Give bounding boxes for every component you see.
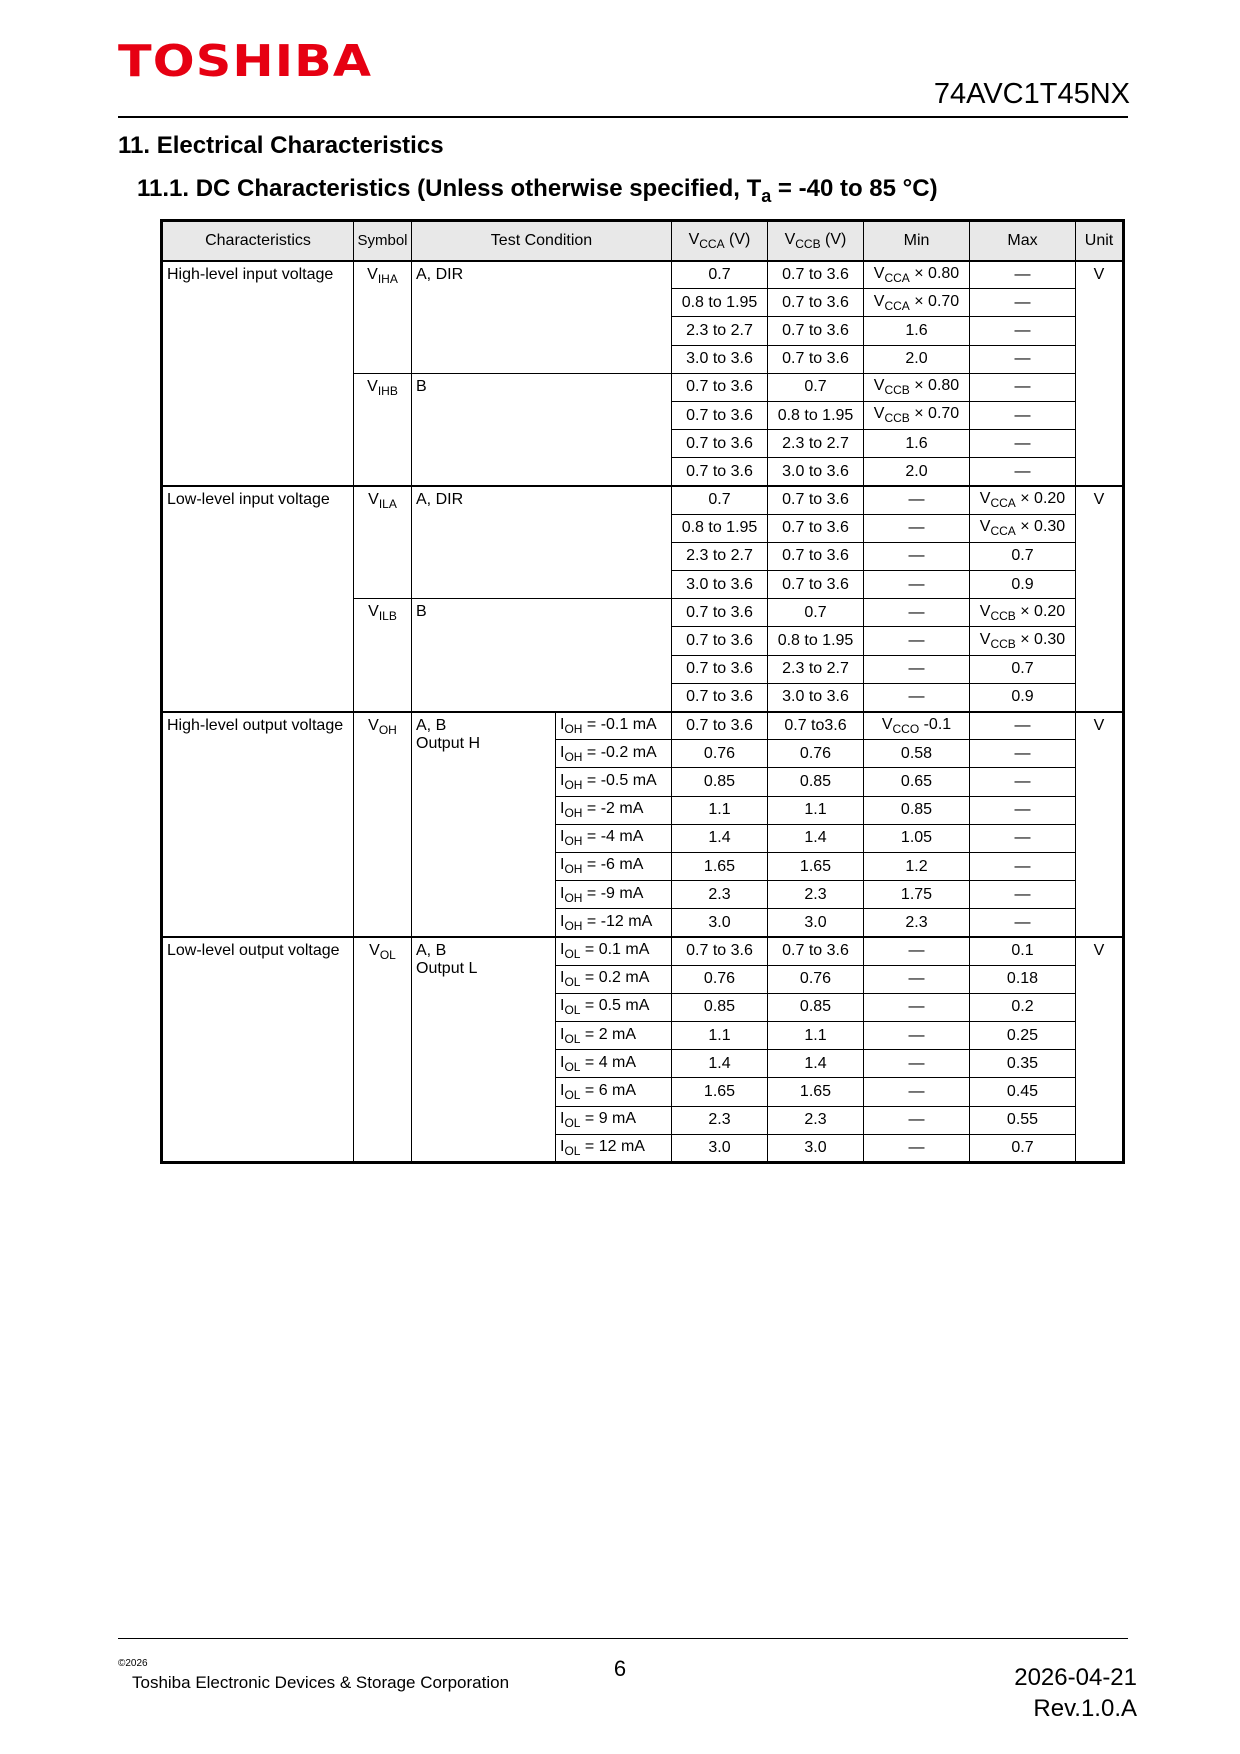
header-vccb: $V_{CCB}$ (V) [768,221,864,261]
section-heading: 11. Electrical Characteristics [118,132,444,159]
min-cell: — [864,1134,970,1162]
current-condition-cell: $I_{OL} = 4$ mA [556,1050,672,1078]
current-condition-cell: $I_{OL} = 0.5$ mA [556,993,672,1021]
min-cell: $V_{CCO}$ -0.1 [864,712,970,740]
vccb-cell: 0.8 to 1.95 [768,401,864,429]
current-condition-cell: $I_{OL} = 6$ mA [556,1078,672,1106]
condition-cell: A, B Output H [412,712,556,938]
max-cell: — [970,881,1076,909]
vccb-cell: 0.7 to 3.6 [768,542,864,570]
vccb-cell: 0.85 [768,768,864,796]
vccb-cell: 1.1 [768,1022,864,1050]
dc-characteristics-table [160,219,1125,1164]
max-cell: 0.7 [970,1134,1076,1162]
current-condition-cell: $I_{OH} = -0.2$ mA [556,740,672,768]
min-cell: — [864,486,970,514]
vcca-cell: 0.7 to 3.6 [672,683,768,711]
vcca-cell: 0.7 to 3.6 [672,430,768,458]
vcca-cell: 0.7 to 3.6 [672,712,768,740]
max-cell: 0.2 [970,993,1076,1021]
vcca-cell: 0.7 to 3.6 [672,599,768,627]
footer-divider [118,1638,1128,1639]
max-cell: 0.18 [970,965,1076,993]
vcca-cell: 2.3 [672,881,768,909]
header-unit: Unit [1076,221,1124,261]
vccb-cell: 3.0 [768,1134,864,1162]
unit-cell: V [1076,261,1124,487]
vccb-cell: 3.0 to 3.6 [768,458,864,486]
max-cell: $V_{CCA} \times 0.30$ [970,514,1076,542]
header-max: Max [970,221,1076,261]
header-vcca: $V_{CCA}$ (V) [672,221,768,261]
vcca-cell: 1.65 [672,852,768,880]
min-cell: $V_{CCB} \times 0.70$ [864,401,970,429]
max-cell: — [970,345,1076,373]
table-row [162,261,1124,289]
header-symbol: Symbol [354,221,412,261]
vccb-cell: 1.4 [768,824,864,852]
characteristic-cell: High-level input voltage [162,261,354,487]
min-cell: — [864,937,970,965]
vccb-cell: 2.3 [768,1106,864,1134]
vcca-cell: 0.7 to 3.6 [672,373,768,401]
min-cell: — [864,1106,970,1134]
symbol-cell: $V_{ILA}$ [354,486,412,599]
vcca-cell: 0.7 [672,261,768,289]
vccb-cell: 0.7 to 3.6 [768,937,864,965]
vcca-cell: 3.0 [672,1134,768,1162]
min-cell: — [864,627,970,655]
min-cell: — [864,571,970,599]
vccb-cell: 3.0 [768,909,864,937]
current-condition-cell: $I_{OL} = 2$ mA [556,1022,672,1050]
current-condition-cell: $I_{OL} = 9$ mA [556,1106,672,1134]
min-cell: $V_{CCA} \times 0.70$ [864,289,970,317]
min-cell: 2.3 [864,909,970,937]
footer-revision: Rev.1.0.A [1033,1695,1137,1722]
vcca-cell: 1.1 [672,1022,768,1050]
subsection-heading: 11.1. DC Characteristics (Unless otherwise specified, $T_a = -40$ to 85 °C) [137,175,938,206]
min-cell: 0.65 [864,768,970,796]
min-cell: 0.58 [864,740,970,768]
characteristic-cell: Low-level output voltage [162,937,354,1163]
vcca-cell: 1.1 [672,796,768,824]
vccb-cell: 0.85 [768,993,864,1021]
vcca-cell: 0.76 [672,740,768,768]
min-cell: 1.6 [864,317,970,345]
vcca-cell: 0.7 to 3.6 [672,937,768,965]
symbol-cell: $V_{OH}$ [354,712,412,938]
vccb-cell: 0.7 to3.6 [768,712,864,740]
max-cell: — [970,261,1076,289]
condition-cell: A, B Output L [412,937,556,1163]
vccb-cell: 0.7 [768,599,864,627]
footer-corporation: Toshiba Electronic Devices & Storage Corporation [132,1673,510,1692]
vccb-cell: 0.7 [768,373,864,401]
vcca-cell: 0.7 to 3.6 [672,627,768,655]
min-cell: — [864,1050,970,1078]
min-cell: 1.75 [864,881,970,909]
min-cell: — [864,542,970,570]
current-condition-cell: $I_{OH} = -2$ mA [556,796,672,824]
vcca-cell: 1.4 [672,1050,768,1078]
current-condition-cell: $I_{OL} = 0.1$ mA [556,937,672,965]
min-cell: — [864,1078,970,1106]
vccb-cell: 1.65 [768,852,864,880]
max-cell: — [970,373,1076,401]
max-cell: — [970,852,1076,880]
vcca-cell: 2.3 [672,1106,768,1134]
current-condition-cell: $I_{OH} = -4$ mA [556,824,672,852]
min-cell: — [864,1022,970,1050]
vcca-cell: 2.3 to 2.7 [672,317,768,345]
max-cell: — [970,909,1076,937]
symbol-cell: $V_{IHB}$ [354,373,412,486]
min-cell: 1.2 [864,852,970,880]
page-number: 6 [613,1656,627,1681]
unit-cell: V [1076,937,1124,1163]
max-cell: — [970,796,1076,824]
min-cell: 1.6 [864,430,970,458]
vcca-cell: 3.0 [672,909,768,937]
header-divider [118,116,1128,118]
unit-cell: V [1076,712,1124,938]
condition-cell: A, DIR [412,261,672,374]
vcca-cell: 0.76 [672,965,768,993]
max-cell: — [970,458,1076,486]
vccb-cell: 1.4 [768,1050,864,1078]
characteristic-cell: High-level output voltage [162,712,354,938]
max-cell: $V_{CCA} \times 0.20$ [970,486,1076,514]
min-cell: — [864,683,970,711]
max-cell: — [970,401,1076,429]
current-condition-cell: $I_{OH} = -9$ mA [556,881,672,909]
vccb-cell: 2.3 to 2.7 [768,655,864,683]
table-header-row [162,221,1124,261]
condition-cell: B [412,373,672,486]
max-cell: — [970,740,1076,768]
table-row [162,937,1124,965]
vccb-cell: 2.3 [768,881,864,909]
vcca-cell: 3.0 to 3.6 [672,571,768,599]
symbol-cell: $V_{IHA}$ [354,261,412,374]
footer-date: 2026-04-21 [1014,1664,1137,1691]
table-row [162,712,1124,740]
footer-copyright: ©2026 [118,1658,148,1669]
min-cell: 0.85 [864,796,970,824]
max-cell: 0.1 [970,937,1076,965]
current-condition-cell: $I_{OL} = 12$ mA [556,1134,672,1162]
vccb-cell: 0.7 to 3.6 [768,317,864,345]
vccb-cell: 0.76 [768,740,864,768]
max-cell: — [970,712,1076,740]
vccb-cell: 0.7 to 3.6 [768,571,864,599]
max-cell: — [970,824,1076,852]
max-cell: — [970,317,1076,345]
min-cell: 2.0 [864,345,970,373]
symbol-cell: $V_{ILB}$ [354,599,412,712]
vccb-cell: 0.7 to 3.6 [768,261,864,289]
vcca-cell: 2.3 to 2.7 [672,542,768,570]
max-cell: 0.45 [970,1078,1076,1106]
vcca-cell: 0.7 to 3.6 [672,401,768,429]
vccb-cell: 0.76 [768,965,864,993]
max-cell: 0.25 [970,1022,1076,1050]
min-cell: — [864,965,970,993]
vccb-cell: 1.1 [768,796,864,824]
min-cell: 1.05 [864,824,970,852]
max-cell: 0.7 [970,655,1076,683]
max-cell: 0.7 [970,542,1076,570]
vcca-cell: 0.8 to 1.95 [672,289,768,317]
max-cell: 0.55 [970,1106,1076,1134]
vcca-cell: 0.7 [672,486,768,514]
min-cell: — [864,655,970,683]
vccb-cell: 2.3 to 2.7 [768,430,864,458]
min-cell: $V_{CCB} \times 0.80$ [864,373,970,401]
current-condition-cell: $I_{OH} = -0.1$ mA [556,712,672,740]
condition-cell: B [412,599,672,712]
table-row [162,486,1124,514]
max-cell: $V_{CCB} \times 0.30$ [970,627,1076,655]
max-cell: — [970,289,1076,317]
vcca-cell: 1.65 [672,1078,768,1106]
header-min: Min [864,221,970,261]
header-characteristics: Characteristics [162,221,354,261]
vcca-cell: 0.8 to 1.95 [672,514,768,542]
min-cell: — [864,993,970,1021]
max-cell: 0.9 [970,571,1076,599]
condition-cell: A, DIR [412,486,672,599]
min-cell: 2.0 [864,458,970,486]
vccb-cell: 0.7 to 3.6 [768,289,864,317]
vcca-cell: 0.7 to 3.6 [672,458,768,486]
max-cell: 0.35 [970,1050,1076,1078]
max-cell: — [970,768,1076,796]
min-cell: — [864,599,970,627]
vccb-cell: 0.8 to 1.95 [768,627,864,655]
vccb-cell: 0.7 to 3.6 [768,486,864,514]
max-cell: $V_{CCB} \times 0.20$ [970,599,1076,627]
current-condition-cell: $I_{OH} = -12$ mA [556,909,672,937]
current-condition-cell: $I_{OH} = -0.5$ mA [556,768,672,796]
min-cell: — [864,514,970,542]
vcca-cell: 0.85 [672,993,768,1021]
header-test-condition: Test Condition [412,221,672,261]
vcca-cell: 0.85 [672,768,768,796]
characteristic-cell: Low-level input voltage [162,486,354,712]
vccb-cell: 3.0 to 3.6 [768,683,864,711]
toshiba-logo: TOSHIBA [118,36,373,87]
symbol-cell: $V_{OL}$ [354,937,412,1163]
current-condition-cell: $I_{OH} = -6$ mA [556,852,672,880]
current-condition-cell: $I_{OL} = 0.2$ mA [556,965,672,993]
vccb-cell: 0.7 to 3.6 [768,345,864,373]
unit-cell: V [1076,486,1124,712]
min-cell: $V_{CCA} \times 0.80$ [864,261,970,289]
max-cell: 0.9 [970,683,1076,711]
vccb-cell: 0.7 to 3.6 [768,514,864,542]
vcca-cell: 1.4 [672,824,768,852]
vcca-cell: 3.0 to 3.6 [672,345,768,373]
vcca-cell: 0.7 to 3.6 [672,655,768,683]
max-cell: — [970,430,1076,458]
part-number: 74AVC1T45NX [933,78,1130,110]
vccb-cell: 1.65 [768,1078,864,1106]
